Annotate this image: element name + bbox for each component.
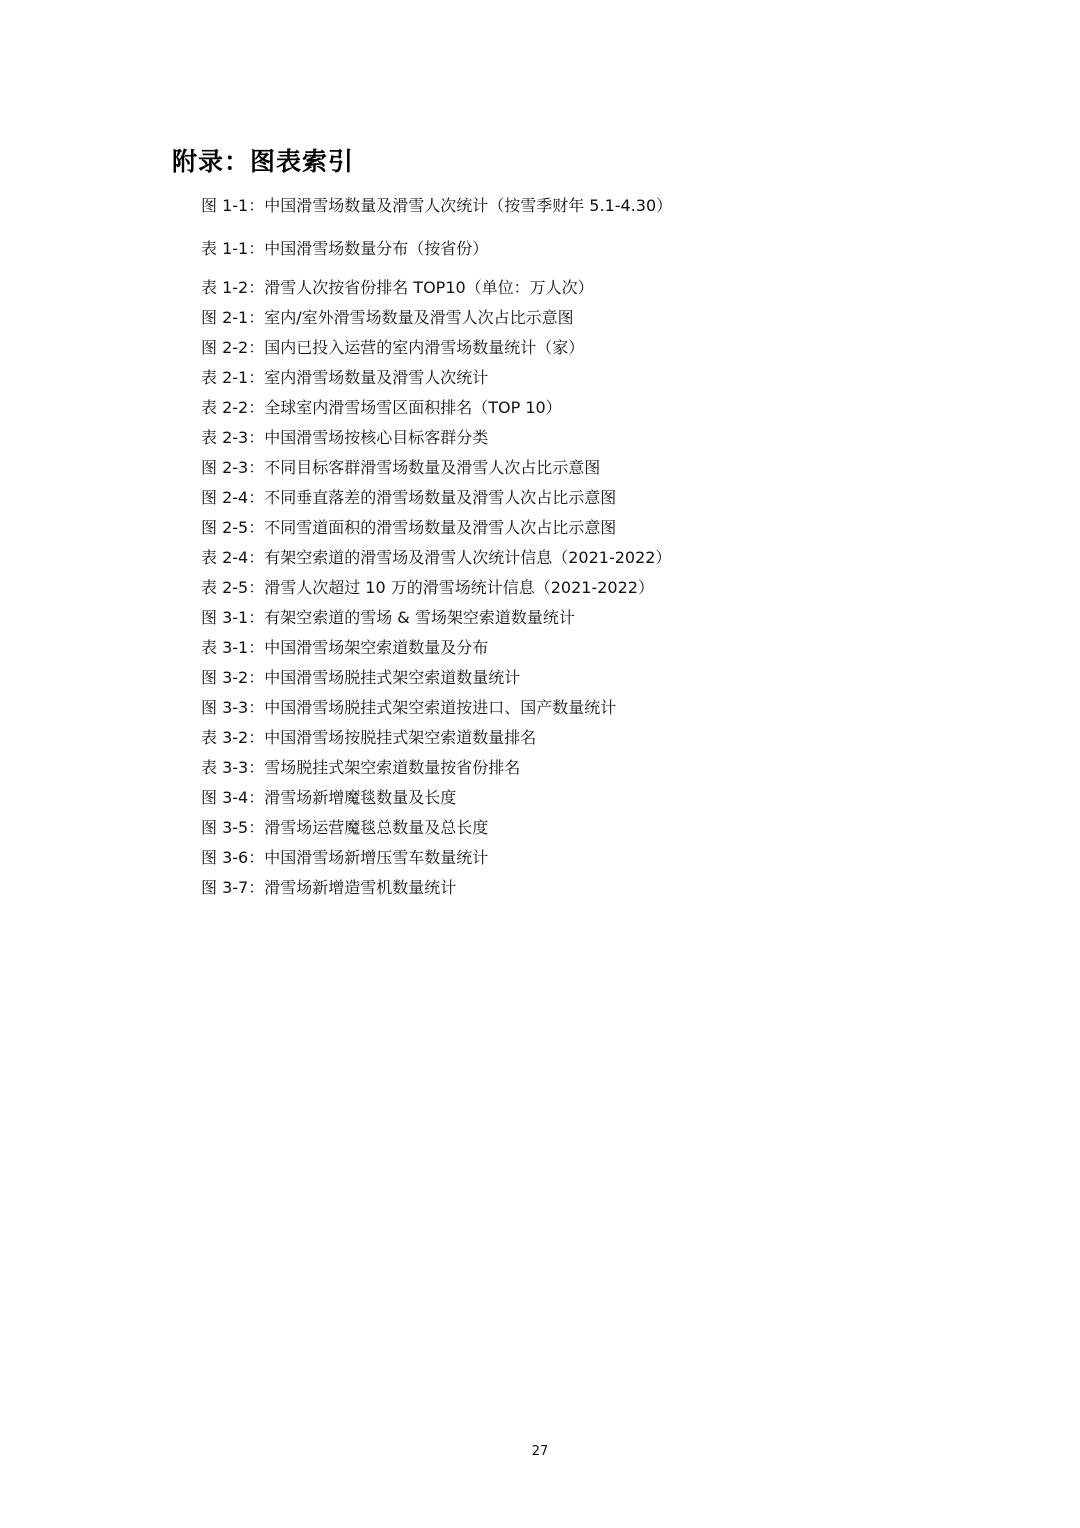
index-item: 表 2-5：滑雪人次超过 10 万的滑雪场统计信息（2021-2022） bbox=[201, 578, 654, 597]
index-item: 表 2-3：中国滑雪场按核心目标客群分类 bbox=[201, 428, 489, 447]
index-item: 表 2-2：全球室内滑雪场雪区面积排名（TOP 10） bbox=[201, 398, 562, 417]
index-item: 图 2-2：国内已投入运营的室内滑雪场数量统计（家） bbox=[201, 338, 585, 357]
index-item: 图 2-1：室内/室外滑雪场数量及滑雪人次占比示意图 bbox=[201, 308, 574, 327]
index-item: 图 3-3：中国滑雪场脱挂式架空索道按进口、国产数量统计 bbox=[201, 698, 617, 717]
index-item: 表 2-1：室内滑雪场数量及滑雪人次统计 bbox=[201, 368, 489, 387]
index-item: 图 1-1：中国滑雪场数量及滑雪人次统计（按雪季财年 5.1-4.30） bbox=[201, 196, 673, 215]
index-item: 图 3-5：滑雪场运营魔毯总数量及总长度 bbox=[201, 818, 489, 837]
index-item: 图 3-1：有架空索道的雪场 & 雪场架空索道数量统计 bbox=[201, 608, 575, 627]
index-item: 图 3-2：中国滑雪场脱挂式架空索道数量统计 bbox=[201, 668, 521, 687]
index-item: 图 2-4：不同垂直落差的滑雪场数量及滑雪人次占比示意图 bbox=[201, 488, 617, 507]
index-item: 图 2-3：不同目标客群滑雪场数量及滑雪人次占比示意图 bbox=[201, 458, 601, 477]
index-item: 表 3-3：雪场脱挂式架空索道数量按省份排名 bbox=[201, 758, 521, 777]
index-item: 图 3-4：滑雪场新增魔毯数量及长度 bbox=[201, 788, 457, 807]
index-item: 表 1-2：滑雪人次按省份排名 TOP10（单位：万人次） bbox=[201, 278, 594, 297]
index-item: 图 3-7：滑雪场新增造雪机数量统计 bbox=[201, 878, 457, 897]
index-item: 图 3-6：中国滑雪场新增压雪车数量统计 bbox=[201, 848, 489, 867]
index-item: 表 3-2：中国滑雪场按脱挂式架空索道数量排名 bbox=[201, 728, 537, 747]
index-item: 图 2-5：不同雪道面积的滑雪场数量及滑雪人次占比示意图 bbox=[201, 518, 617, 537]
page-title: 附录：图表索引 bbox=[172, 147, 355, 176]
index-item: 表 2-4：有架空索道的滑雪场及滑雪人次统计信息（2021-2022） bbox=[201, 548, 672, 567]
page-number: 27 bbox=[531, 1444, 549, 1459]
index-item: 表 3-1：中国滑雪场架空索道数量及分布 bbox=[201, 638, 489, 657]
index-item: 表 1-1：中国滑雪场数量分布（按省份） bbox=[201, 239, 489, 258]
